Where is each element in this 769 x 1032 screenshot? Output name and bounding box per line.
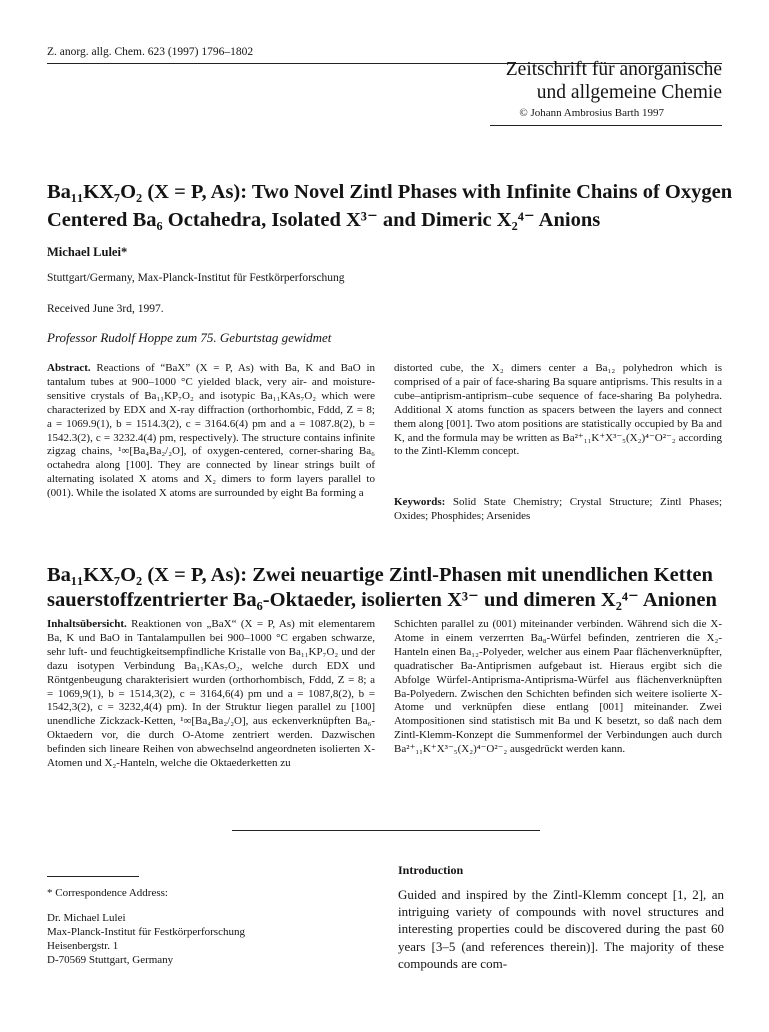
journal-rule bbox=[490, 125, 722, 126]
keywords-label: Keywords: bbox=[394, 496, 446, 508]
inhalt-column-2 bbox=[394, 618, 722, 757]
article-title-english: Ba₁₁KX₇O₂ (X = P, As): Two Novel Zintl Phases with Infinite Chains of Oxygen Centered Ba₆ Octahedra, Isolated X³⁻ and Dimeric X₂⁴⁻ Anions bbox=[47, 181, 733, 231]
section-rule bbox=[232, 830, 540, 831]
inhalt-text-2: Schichten parallel zu (001) miteinander verbinden. Während sich die X-Atome in einem verzerrten Ba₈-Würfel befinden, zentrieren die X₂-Hanteln einen Ba₁₂-Polyeder, welcher aus einem Paar flächenverknüpfter, quadratischer Ba-Antiprismen aufgebaut ist. Hieraus ergibt sich die Abfolge Würfel-Antiprisma-Antiprisma-Würfel aus flächenverknüpften Ba-Polyedern. Zwischen den Schichten befinden sich weitere isolierte X-Atome und verknüpfen diese entlang [001] miteinander. Zwei Atompositionen sind statistisch mit Ba und K besetzt, so daß nach dem Zintl-Klemm-Konzept die Summenformel der Verbindungen auch durch Ba²⁺₁₁K⁺X³⁻₅(X₂)⁴⁻O²⁻₂ ausgedrückt werden kann. bbox=[394, 618, 722, 756]
footnote-marker: * Correspondence Address: bbox=[47, 887, 168, 899]
abstract-label: Abstract. bbox=[47, 362, 91, 374]
introduction-heading: Introduction bbox=[398, 863, 464, 877]
article-title-german: Ba₁₁KX₇O₂ (X = P, As): Zwei neuartige Zintl-Phasen mit unendlichen Ketten sauerstoffzentrierter Ba₆-Oktaeder, isolierten X³⁻ und dimeren X₂⁴⁻ Anionen bbox=[47, 564, 717, 611]
running-head: Z. anorg. allg. Chem. 623 (1997) 1796–1802 bbox=[47, 46, 254, 58]
abstract-column-1 bbox=[47, 362, 375, 501]
footnote-rule bbox=[47, 876, 139, 877]
journal-name bbox=[506, 58, 722, 104]
journal-name-line1: Zeitschrift für anorganische bbox=[505, 59, 722, 80]
footnote-line: Heisenbergstr. 1 bbox=[47, 940, 119, 952]
inhalt-label: Inhaltsübersicht. bbox=[47, 618, 127, 630]
author: Michael Lulei* bbox=[47, 245, 128, 259]
copyright: © Johann Ambrosius Barth 1997 bbox=[519, 107, 664, 119]
received-date: Received June 3rd, 1997. bbox=[47, 303, 164, 315]
abstract-text-1: Reactions of “BaX” (X = P, As) with Ba, K and BaO in tantalum tubes at 900–1000 °C yielded black, very air- and moisture-sensitive crystals of Ba₁₁KP₇O₂ and isotypic Ba₁₁KAs₇O₂ which were characterized by EDX and X-ray diffraction (orthorhombic, Fddd, Z = 8; a = 1069.9(1), b = 1514.3(2), c = 3164.6(4) pm and a = 1087.8(2), b = 1542.3(2), c = 3232.4(4) pm, respectively). The structure contains infinite zigzag chains, ¹∞[Ba₄Ba₂/₂O], of oxygen-centered, corner-sharing Ba₆ octahedra along [100]. They are connected by linear strings built of alternating isolated X atoms and X₂ dimers to form layers parallel to (001). While the isolated X atoms are surrounded by eight Ba forming a bbox=[47, 362, 376, 500]
introduction-text: Guided and inspired by the Zintl-Klemm concept [1, 2], an intriguing variety of compounds with novel structures and interesting properties could be discovered during the past 60 years [3–5 (and references therein)]. The majority of these compounds are com- bbox=[398, 887, 724, 971]
dedication: Professor Rudolf Hoppe zum 75. Geburtstag gewidmet bbox=[47, 330, 332, 345]
inhalt-text-1: Reaktionen von „BaX“ (X = P, As) mit elementarem Ba, K und BaO in Tantalampullen bei 900–1000 °C ergaben schwarze, sehr luft- und feuchtigkeitsempfindliche Kristalle von Ba₁₁KP₇O₂ und der dazu isotypen Verbindung Ba₁₁KAs₇O₂, welche durch EDX und Röntgenbeugung charakterisiert wurden (orthorhombisch, Fddd, Z = 8; a = 1069,9(1), b = 1514,3(2), c = 3164,6(4) pm und a = 1087,8(2), b = 1542,3(2), c = 3232,4(4) pm). In der Struktur liegen parallel zu [100] unendliche Zickzack-Ketten, ¹∞[Ba₄Ba₂/₂O], aus eckenverknüpften Ba₆-Oktaedern vor, die durch O-Atome zentriert werden. Dazwischen befinden sich lineare Reihen von abwechselnd angeordneten isolierten X-Atomen und X₂-Hanteln, welche die Oktaederketten zu bbox=[47, 618, 376, 770]
abstract-text-2: distorted cube, the X₂ dimers center a Ba₁₂ polyhedron which is comprised of a pair of face-sharing Ba square antiprisms. This results in a cube–antiprism-antiprism–cube sequence of face-sharing Ba polyhedra. Additional X atoms function as spacers between the layers and connect them along [001]. Two atom positions are statistically occupied by Ba and K, and the formula may be written as Ba²⁺₁₁K⁺X³⁻₅(X₂)⁴⁻O²⁻₂ according to the Zintl-Klemm concept. bbox=[394, 362, 722, 458]
inhalt-column-1 bbox=[47, 618, 375, 771]
keywords-text: Solid State Chemistry; Crystal Structure; Zintl Phases; Oxides; Phosphides; Arsenides bbox=[394, 496, 723, 522]
abstract-column-2 bbox=[394, 362, 722, 459]
footnote-address bbox=[47, 911, 245, 967]
journal-name-line2: und allgemeine Chemie bbox=[536, 82, 722, 103]
footnote-line: Dr. Michael Lulei bbox=[47, 912, 126, 924]
footnote-line: D-70569 Stuttgart, Germany bbox=[47, 954, 174, 966]
affiliation: Stuttgart/Germany, Max-Planck-Institut für Festkörperforschung bbox=[47, 272, 345, 284]
keywords bbox=[394, 496, 722, 524]
footnote-line: Max-Planck-Institut für Festkörperforschung bbox=[47, 926, 245, 938]
